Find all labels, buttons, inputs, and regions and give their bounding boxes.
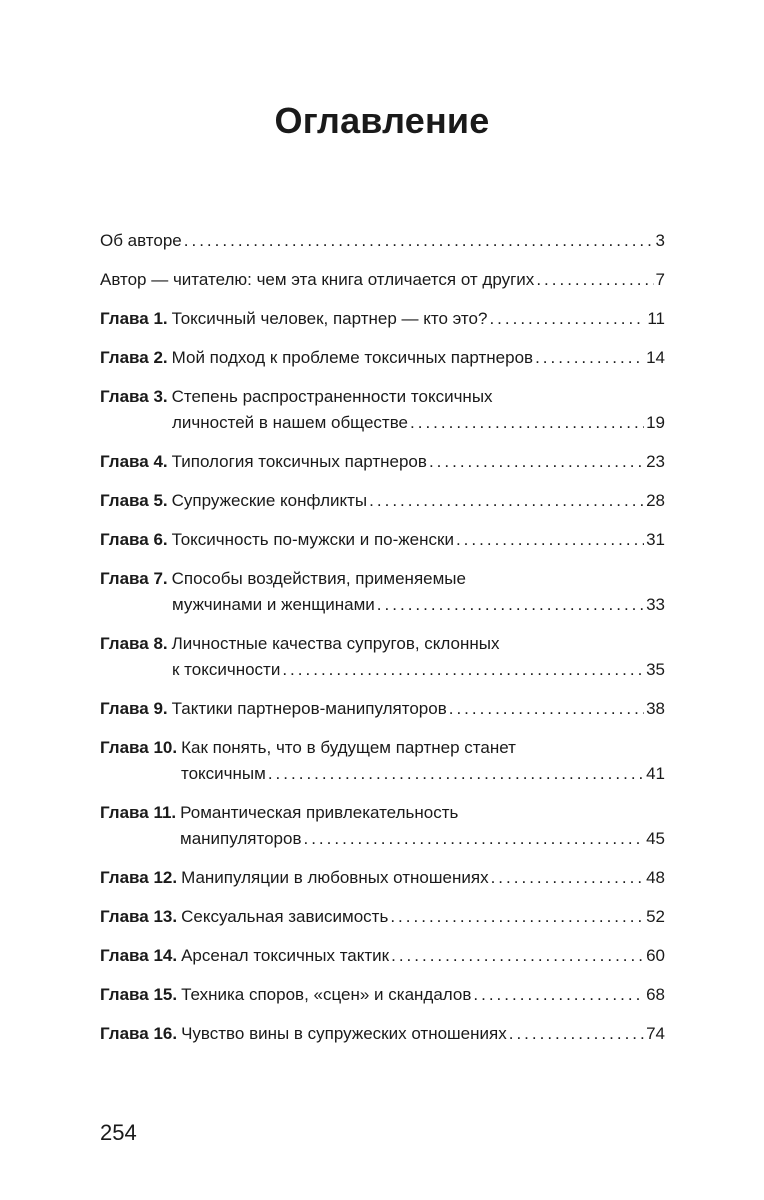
entry-page: 3: [655, 231, 665, 250]
entry-title: Арсенал токсичных тактик: [181, 946, 390, 965]
dot-leader: [377, 592, 644, 618]
chapter-label: Глава 1.: [100, 309, 168, 328]
entry-title: Способы воздействия, применяемые: [171, 569, 466, 588]
entry-title: Техника споров, «сцен» и скандалов: [181, 985, 472, 1004]
chapter-label: Глава 6.: [100, 530, 168, 549]
entry-page: 23: [646, 452, 665, 471]
dot-leader: [369, 488, 644, 514]
entry-page: 19: [646, 413, 665, 432]
chapter-label: Глава 13.: [100, 907, 178, 926]
table-of-contents: [100, 228, 665, 1060]
toc-entry[interactable]: [100, 982, 665, 1008]
chapter-label: Глава 9.: [100, 699, 168, 718]
toc-entry[interactable]: [100, 1021, 665, 1047]
entry-page: 7: [655, 270, 665, 289]
entry-title: Чувство вины в супружеских отношениях: [181, 1024, 507, 1043]
toc-entry[interactable]: [100, 488, 665, 514]
chapter-label: Глава 16.: [100, 1024, 178, 1043]
entry-title-continued: личностей в нашем обществе: [172, 413, 409, 432]
dot-leader: [282, 657, 644, 683]
toc-entry[interactable]: [100, 228, 665, 254]
entry-page: 28: [646, 491, 665, 510]
entry-page: 31: [646, 530, 665, 549]
chapter-label: Глава 7.: [100, 569, 168, 588]
entry-title-continued: манипуляторов: [180, 829, 302, 848]
entry-title: Романтическая привлекательность: [180, 803, 459, 822]
toc-entry[interactable]: [100, 696, 665, 722]
chapter-label: Глава 3.: [100, 387, 168, 406]
toc-entry[interactable]: [100, 904, 665, 930]
entry-title: Как понять, что в будущем партнер станет: [181, 738, 516, 757]
entry-title-continued: к токсичности: [172, 660, 281, 679]
entry-page: 38: [646, 699, 665, 718]
chapter-label: Глава 15.: [100, 985, 178, 1004]
toc-entry[interactable]: [100, 449, 665, 475]
page-number: 254: [100, 1120, 137, 1145]
toc-entry[interactable]: [100, 800, 665, 852]
entry-title: Манипуляции в любовных отношениях: [181, 868, 489, 887]
entry-page: 45: [646, 829, 665, 848]
chapter-label: Глава 2.: [100, 348, 168, 367]
toc-entry[interactable]: [100, 267, 665, 293]
dot-leader: [509, 1021, 644, 1047]
entry-title: Степень распространенности токсичных: [171, 387, 493, 406]
toc-entry[interactable]: [100, 631, 665, 683]
chapter-label: Глава 5.: [100, 491, 168, 510]
entry-title: Автор — читателю: чем эта книга отличается от других: [100, 270, 535, 289]
chapter-label: Глава 8.: [100, 634, 168, 653]
entry-title: Токсичность по-мужски и по-женски: [171, 530, 454, 549]
dot-leader: [390, 904, 644, 930]
entry-title: Тактики партнеров-манипуляторов: [171, 699, 447, 718]
chapter-label: Глава 10.: [100, 738, 178, 757]
toc-entry[interactable]: [100, 527, 665, 553]
dot-leader: [449, 696, 644, 722]
entry-title: Личностные качества супругов, склонных: [171, 634, 500, 653]
dot-leader: [268, 761, 644, 787]
entry-page: 41: [646, 764, 665, 783]
toc-entry[interactable]: [100, 865, 665, 891]
chapter-label: Глава 12.: [100, 868, 178, 887]
chapter-label: Глава 11.: [100, 803, 177, 822]
dot-leader: [536, 267, 653, 293]
dot-leader: [429, 449, 644, 475]
entry-page: 14: [646, 348, 665, 367]
toc-entry[interactable]: [100, 735, 665, 787]
entry-title: Токсичный человек, партнер — кто это?: [171, 309, 488, 328]
entry-page: 11: [647, 309, 665, 328]
entry-page: 74: [646, 1024, 665, 1043]
toc-entry[interactable]: [100, 943, 665, 969]
entry-title: Об авторе: [100, 231, 182, 250]
dot-leader: [410, 410, 644, 436]
entry-title: Сексуальная зависимость: [181, 907, 389, 926]
dot-leader: [456, 527, 644, 553]
dot-leader: [473, 982, 644, 1008]
chapter-label: Глава 14.: [100, 946, 178, 965]
toc-entry[interactable]: [100, 566, 665, 618]
toc-entry[interactable]: [100, 345, 665, 371]
entry-page: 52: [646, 907, 665, 926]
dot-leader: [391, 943, 644, 969]
entry-title-continued: мужчинами и женщинами: [172, 595, 375, 614]
entry-title: Типология токсичных партнеров: [171, 452, 427, 471]
toc-entry[interactable]: [100, 306, 665, 332]
entry-title-continued: токсичным: [181, 764, 266, 783]
dot-leader: [303, 826, 644, 852]
dot-leader: [491, 865, 645, 891]
entry-title: Супружеские конфликты: [171, 491, 368, 510]
dot-leader: [489, 306, 645, 332]
entry-page: 60: [646, 946, 665, 965]
entry-page: 33: [646, 595, 665, 614]
entry-page: 48: [646, 868, 665, 887]
entry-page: 35: [646, 660, 665, 679]
chapter-label: Глава 4.: [100, 452, 168, 471]
dot-leader: [535, 345, 644, 371]
entry-title: Мой подход к проблеме токсичных партнеров: [171, 348, 534, 367]
toc-entry[interactable]: [100, 384, 665, 436]
entry-page: 68: [646, 985, 665, 1004]
page-title: Оглавление: [274, 100, 490, 141]
dot-leader: [184, 228, 654, 254]
